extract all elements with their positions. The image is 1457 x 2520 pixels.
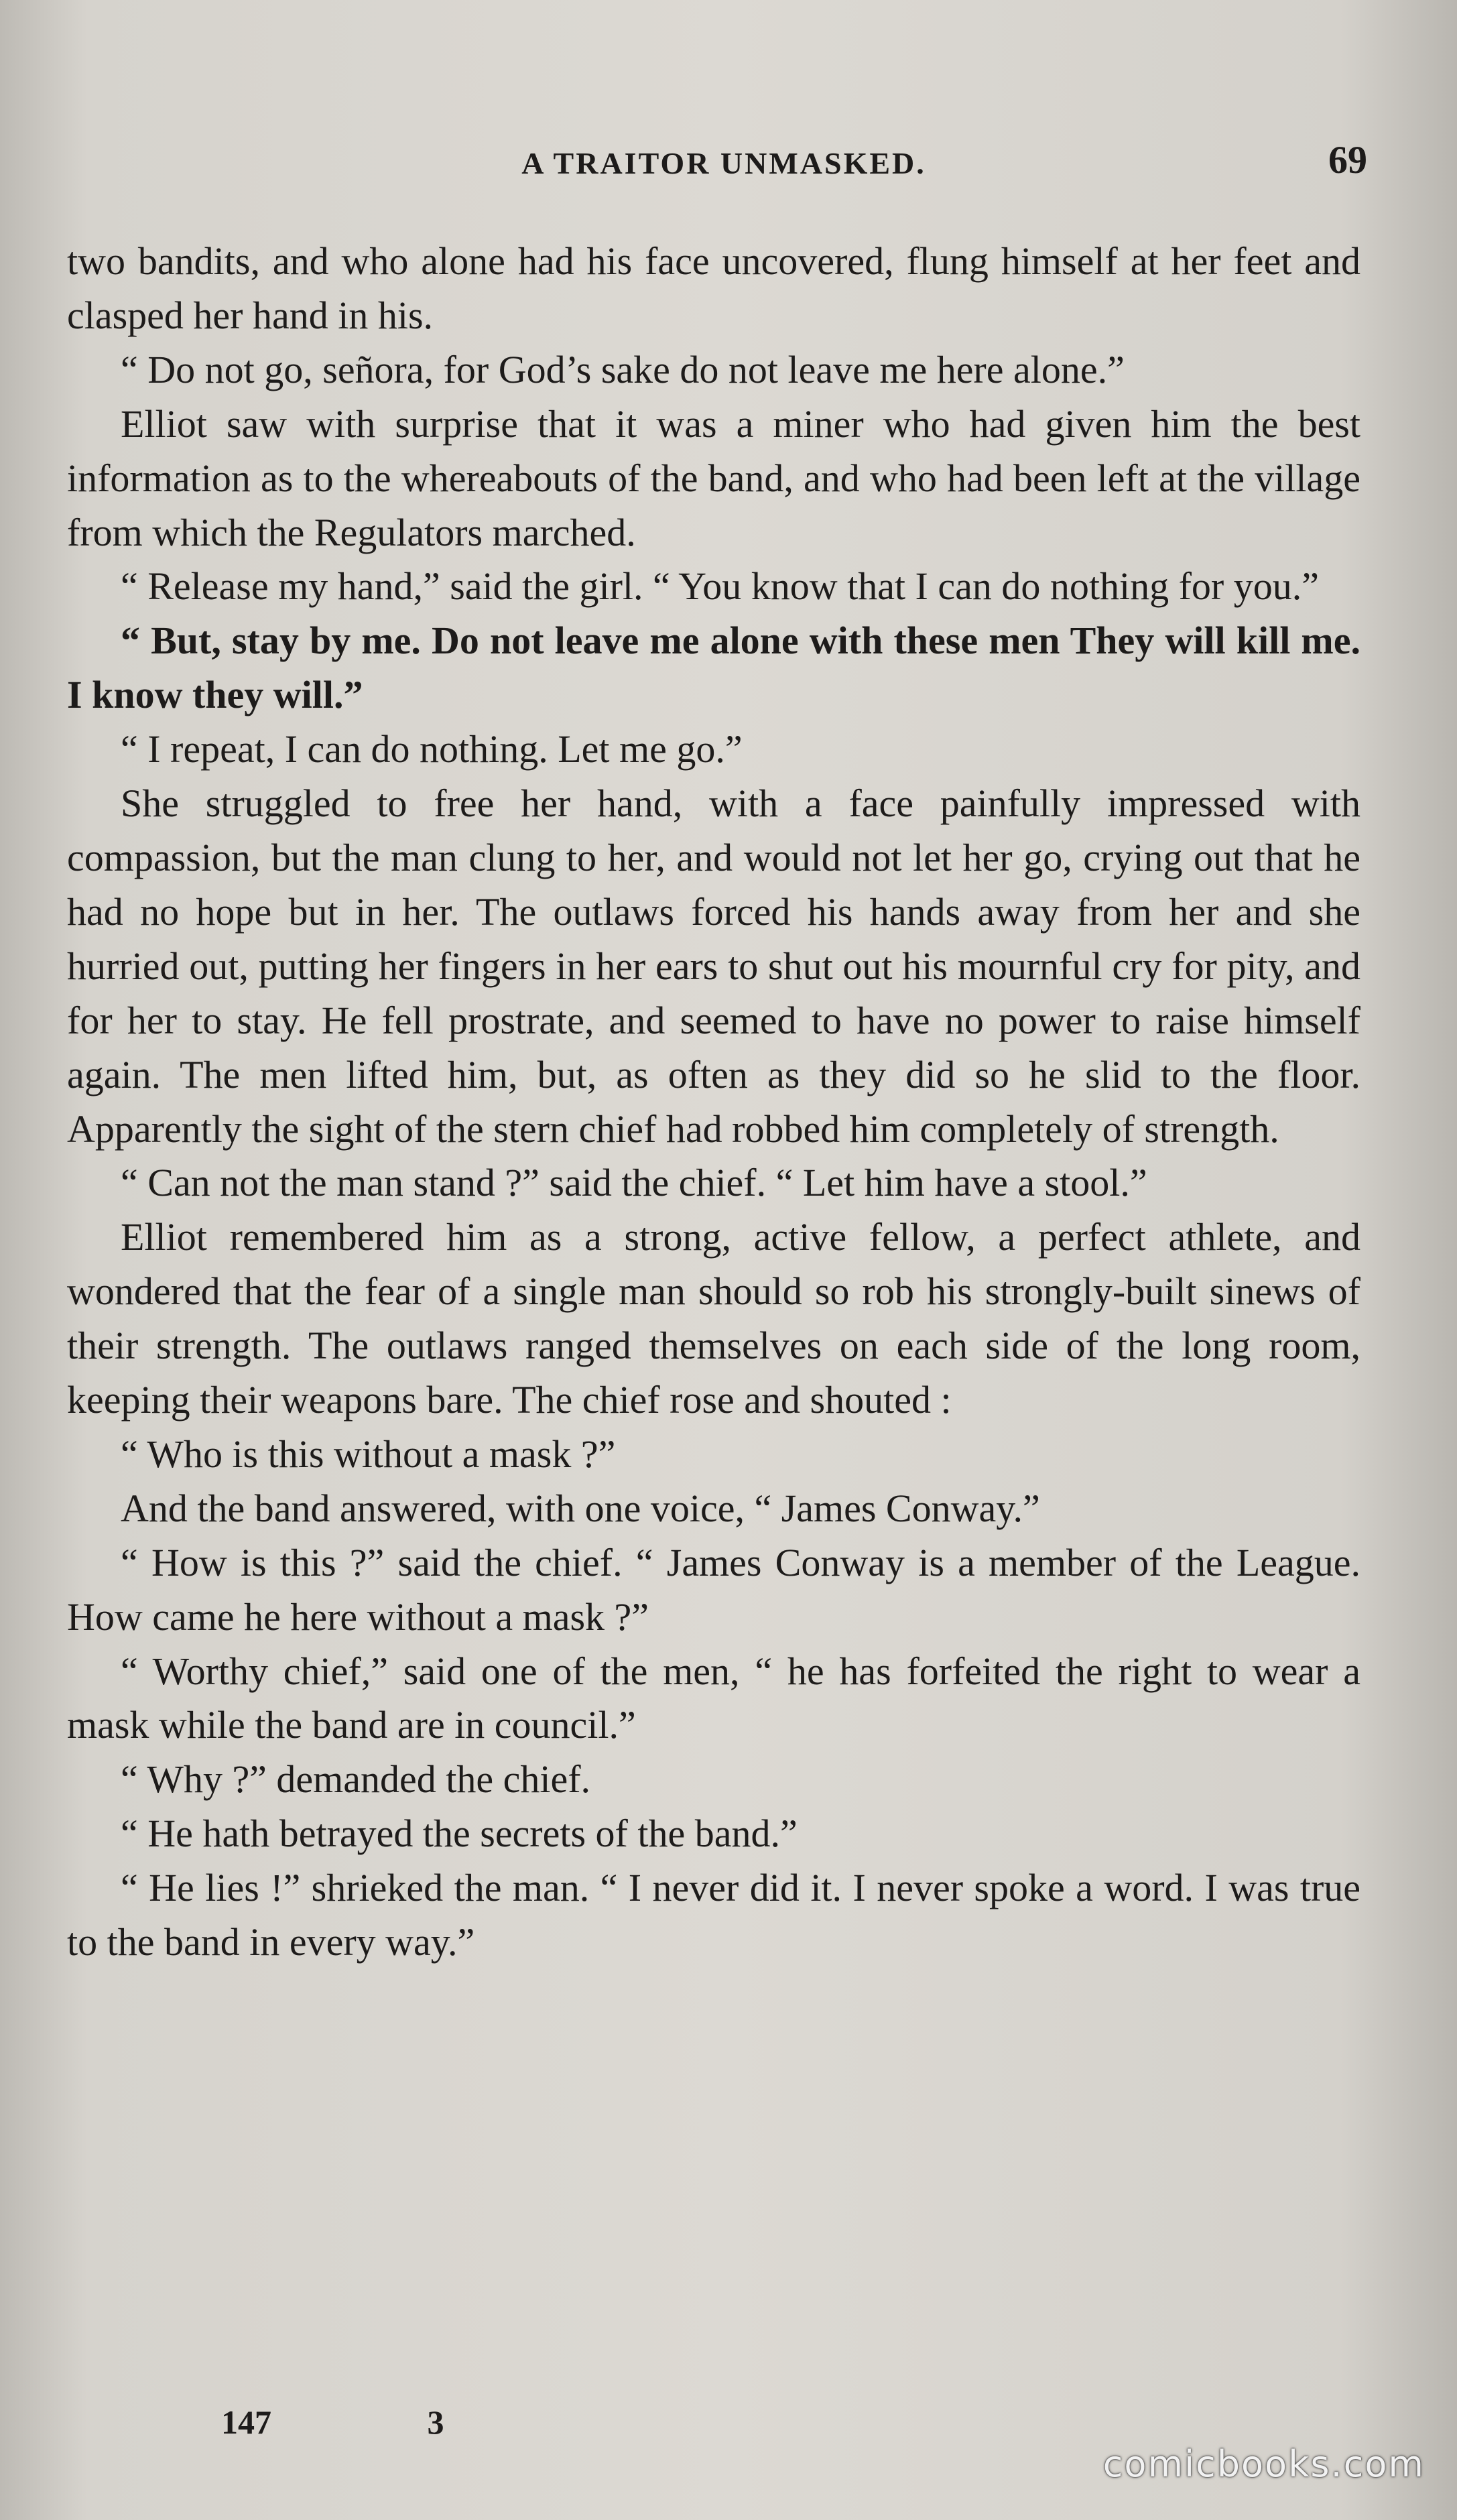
paragraph-4: “ Release my hand,” said the girl. “ You know that I can do nothing for you.” — [121, 564, 1319, 609]
paragraph-13: “ Worthy chief,” said one of the men, “ he has forfeited the right to wear a mask while the band are in council.” — [67, 1649, 1360, 1747]
paragraph-3: Elliot saw with surprise that it was a miner who had given him the best information as to the whereabouts of the band, and who had been left at the village from which the Regulators marched. — [67, 401, 1360, 554]
page-footer — [221, 2403, 444, 2442]
paragraph-5: “ But, stay by me. Do not leave me alone with these men They will kill me. I know they will.” — [67, 619, 1360, 717]
paragraph-1: two bandits, and who alone had his face uncovered, flung himself at her feet and clasped her hand in his. — [67, 239, 1360, 337]
page-header — [67, 137, 1381, 191]
paragraph-9: Elliot remembered him as a strong, active fellow, a perfect athlete, and wondered that the fear of a single man should so rob his strongly-built sinews of their strength. The outlaws ranged themselves on each side of the long room, keeping their weapons bare. The chief rose and shouted : — [67, 1215, 1360, 1422]
running-title: A TRAITOR UNMASKED. — [521, 146, 926, 180]
watermark: comicbooks.com — [1102, 2443, 1425, 2485]
paragraph-10: “ Who is this without a mask ?” — [121, 1432, 616, 1476]
body-text — [67, 235, 1360, 1970]
paragraph-11: And the band answered, with one voice, “ James Conway.” — [121, 1486, 1040, 1530]
paragraph-15: “ He hath betrayed the secrets of the band.” — [121, 1812, 798, 1856]
paragraph-12: “ How is this ?” said the chief. “ James Conway is a member of the League. How came he here without a mask ?” — [67, 1540, 1360, 1639]
paragraph-16: “ He lies !” shrieked the man. “ I never did it. I never spoke a word. I was true to the band in every way.” — [67, 1866, 1360, 1964]
page-number: 69 — [1328, 138, 1367, 182]
paragraph-7: She struggled to free her hand, with a face painfully impressed with compassion, but the man clung to her, and would not let her go, crying out that he had no hope but in her. The outlaws forced his hands away from her and she hurried out, putting her fingers in her ears to shut out his mournful cry for pity, and for her to stay. He fell prostrate, and seemed to have no power to raise himself again. The men lifted him, but, as often as they did so he slid to the floor. Apparently the sight of the stern chief had robbed him completely of strength. — [67, 781, 1360, 1151]
paragraph-2: “ Do not go, señora, for God’s sake do not leave me here alone.” — [121, 347, 1125, 391]
paragraph-8: “ Can not the man stand ?” said the chief. “ Let him have a stool.” — [121, 1161, 1147, 1205]
paragraph-6: “ I repeat, I can do nothing. Let me go.” — [121, 727, 743, 771]
signature-mark: 147 — [221, 2403, 271, 2441]
paragraph-14: “ Why ?” demanded the chief. — [121, 1757, 591, 1802]
sheet-number: 3 — [427, 2403, 444, 2441]
